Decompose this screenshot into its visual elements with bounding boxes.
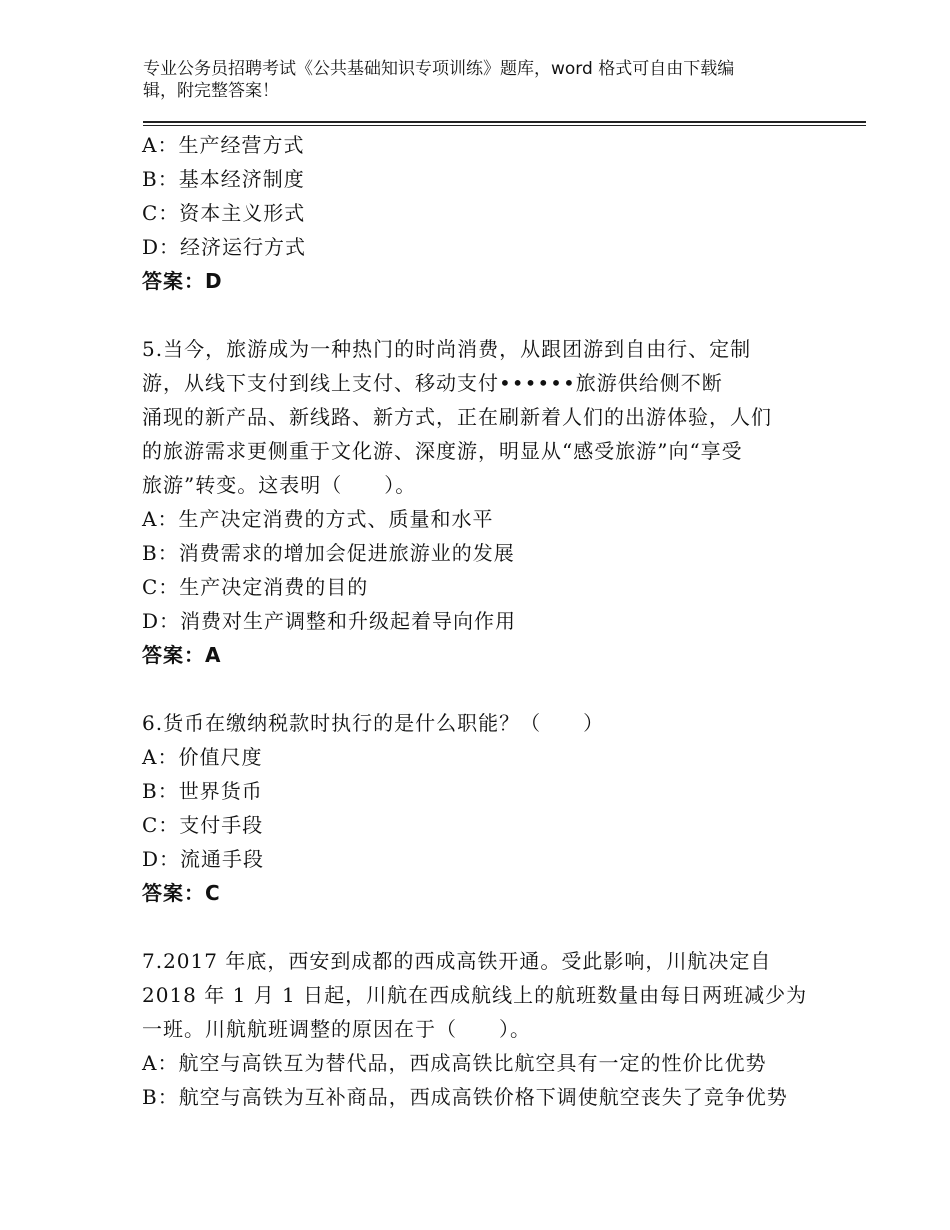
option-b: B：航空与高铁为互补商品，西成高铁价格下调使航空丧失了竞争优势 — [142, 1085, 788, 1109]
header-line-1: 专业公务员招聘考试《公共基础知识专项训练》题库，word 格式可自由下载编 — [143, 59, 735, 79]
question-stem-line: 6.货币在缴纳税款时执行的是什么职能？（ ） — [142, 711, 605, 735]
option-d: D：消费对生产调整和升级起着导向作用 — [142, 609, 517, 633]
answer: 答案：A — [142, 643, 222, 667]
question-block-4 — [142, 128, 822, 298]
question-stem-line: 的旅游需求更侧重于文化游、深度游，明显从“感受旅游”向“享受 — [142, 439, 743, 463]
option-d: D：经济运行方式 — [142, 235, 307, 259]
question-list — [142, 128, 822, 1114]
header-line-2: 辑，附完整答案！ — [143, 81, 279, 101]
page-header — [143, 58, 783, 102]
question-stem-line: 涌现的新产品、新线路、新方式，正在刷新着人们的出游体验，人们 — [142, 405, 772, 429]
question-stem-line: 游，从线下支付到线上支付、移动支付••••••旅游供给侧不断 — [142, 371, 723, 395]
spacer — [142, 910, 822, 944]
option-b: B：世界货币 — [142, 779, 263, 803]
question-block-5 — [142, 332, 822, 672]
header-rule-thin — [143, 125, 866, 126]
option-b: B：消费需求的增加会促进旅游业的发展 — [142, 541, 515, 565]
spacer — [142, 298, 822, 332]
option-d: D：流通手段 — [142, 847, 265, 871]
option-a: A：价值尺度 — [142, 745, 263, 769]
question-block-6 — [142, 706, 822, 910]
answer: 答案：C — [142, 881, 221, 905]
question-stem-line: 5.当今，旅游成为一种热门的时尚消费，从跟团游到自由行、定制 — [142, 337, 752, 361]
option-a: A：生产经营方式 — [142, 133, 305, 157]
question-stem-line: 7.2017 年底，西安到成都的西成高铁开通。受此影响，川航决定自 — [142, 949, 772, 973]
option-c: C：支付手段 — [142, 813, 264, 837]
spacer — [142, 672, 822, 706]
option-c: C：生产决定消费的目的 — [142, 575, 369, 599]
header-rule-thick — [143, 121, 866, 123]
question-block-7 — [142, 944, 822, 1114]
option-b: B：基本经济制度 — [142, 167, 305, 191]
answer: 答案：D — [142, 269, 223, 293]
option-a: A：航空与高铁互为替代品，西成高铁比航空具有一定的性价比优势 — [142, 1051, 767, 1075]
option-a: A：生产决定消费的方式、质量和水平 — [142, 507, 494, 531]
question-stem-line: 旅游”转变。这表明（ ）。 — [142, 473, 417, 497]
question-stem-line: 一班。川航航班调整的原因在于（ ）。 — [142, 1017, 531, 1041]
option-c: C：资本主义形式 — [142, 201, 306, 225]
question-stem-line: 2018 年 1 月 1 日起，川航在西成航线上的航班数量由每日两班减少为 — [142, 983, 808, 1007]
